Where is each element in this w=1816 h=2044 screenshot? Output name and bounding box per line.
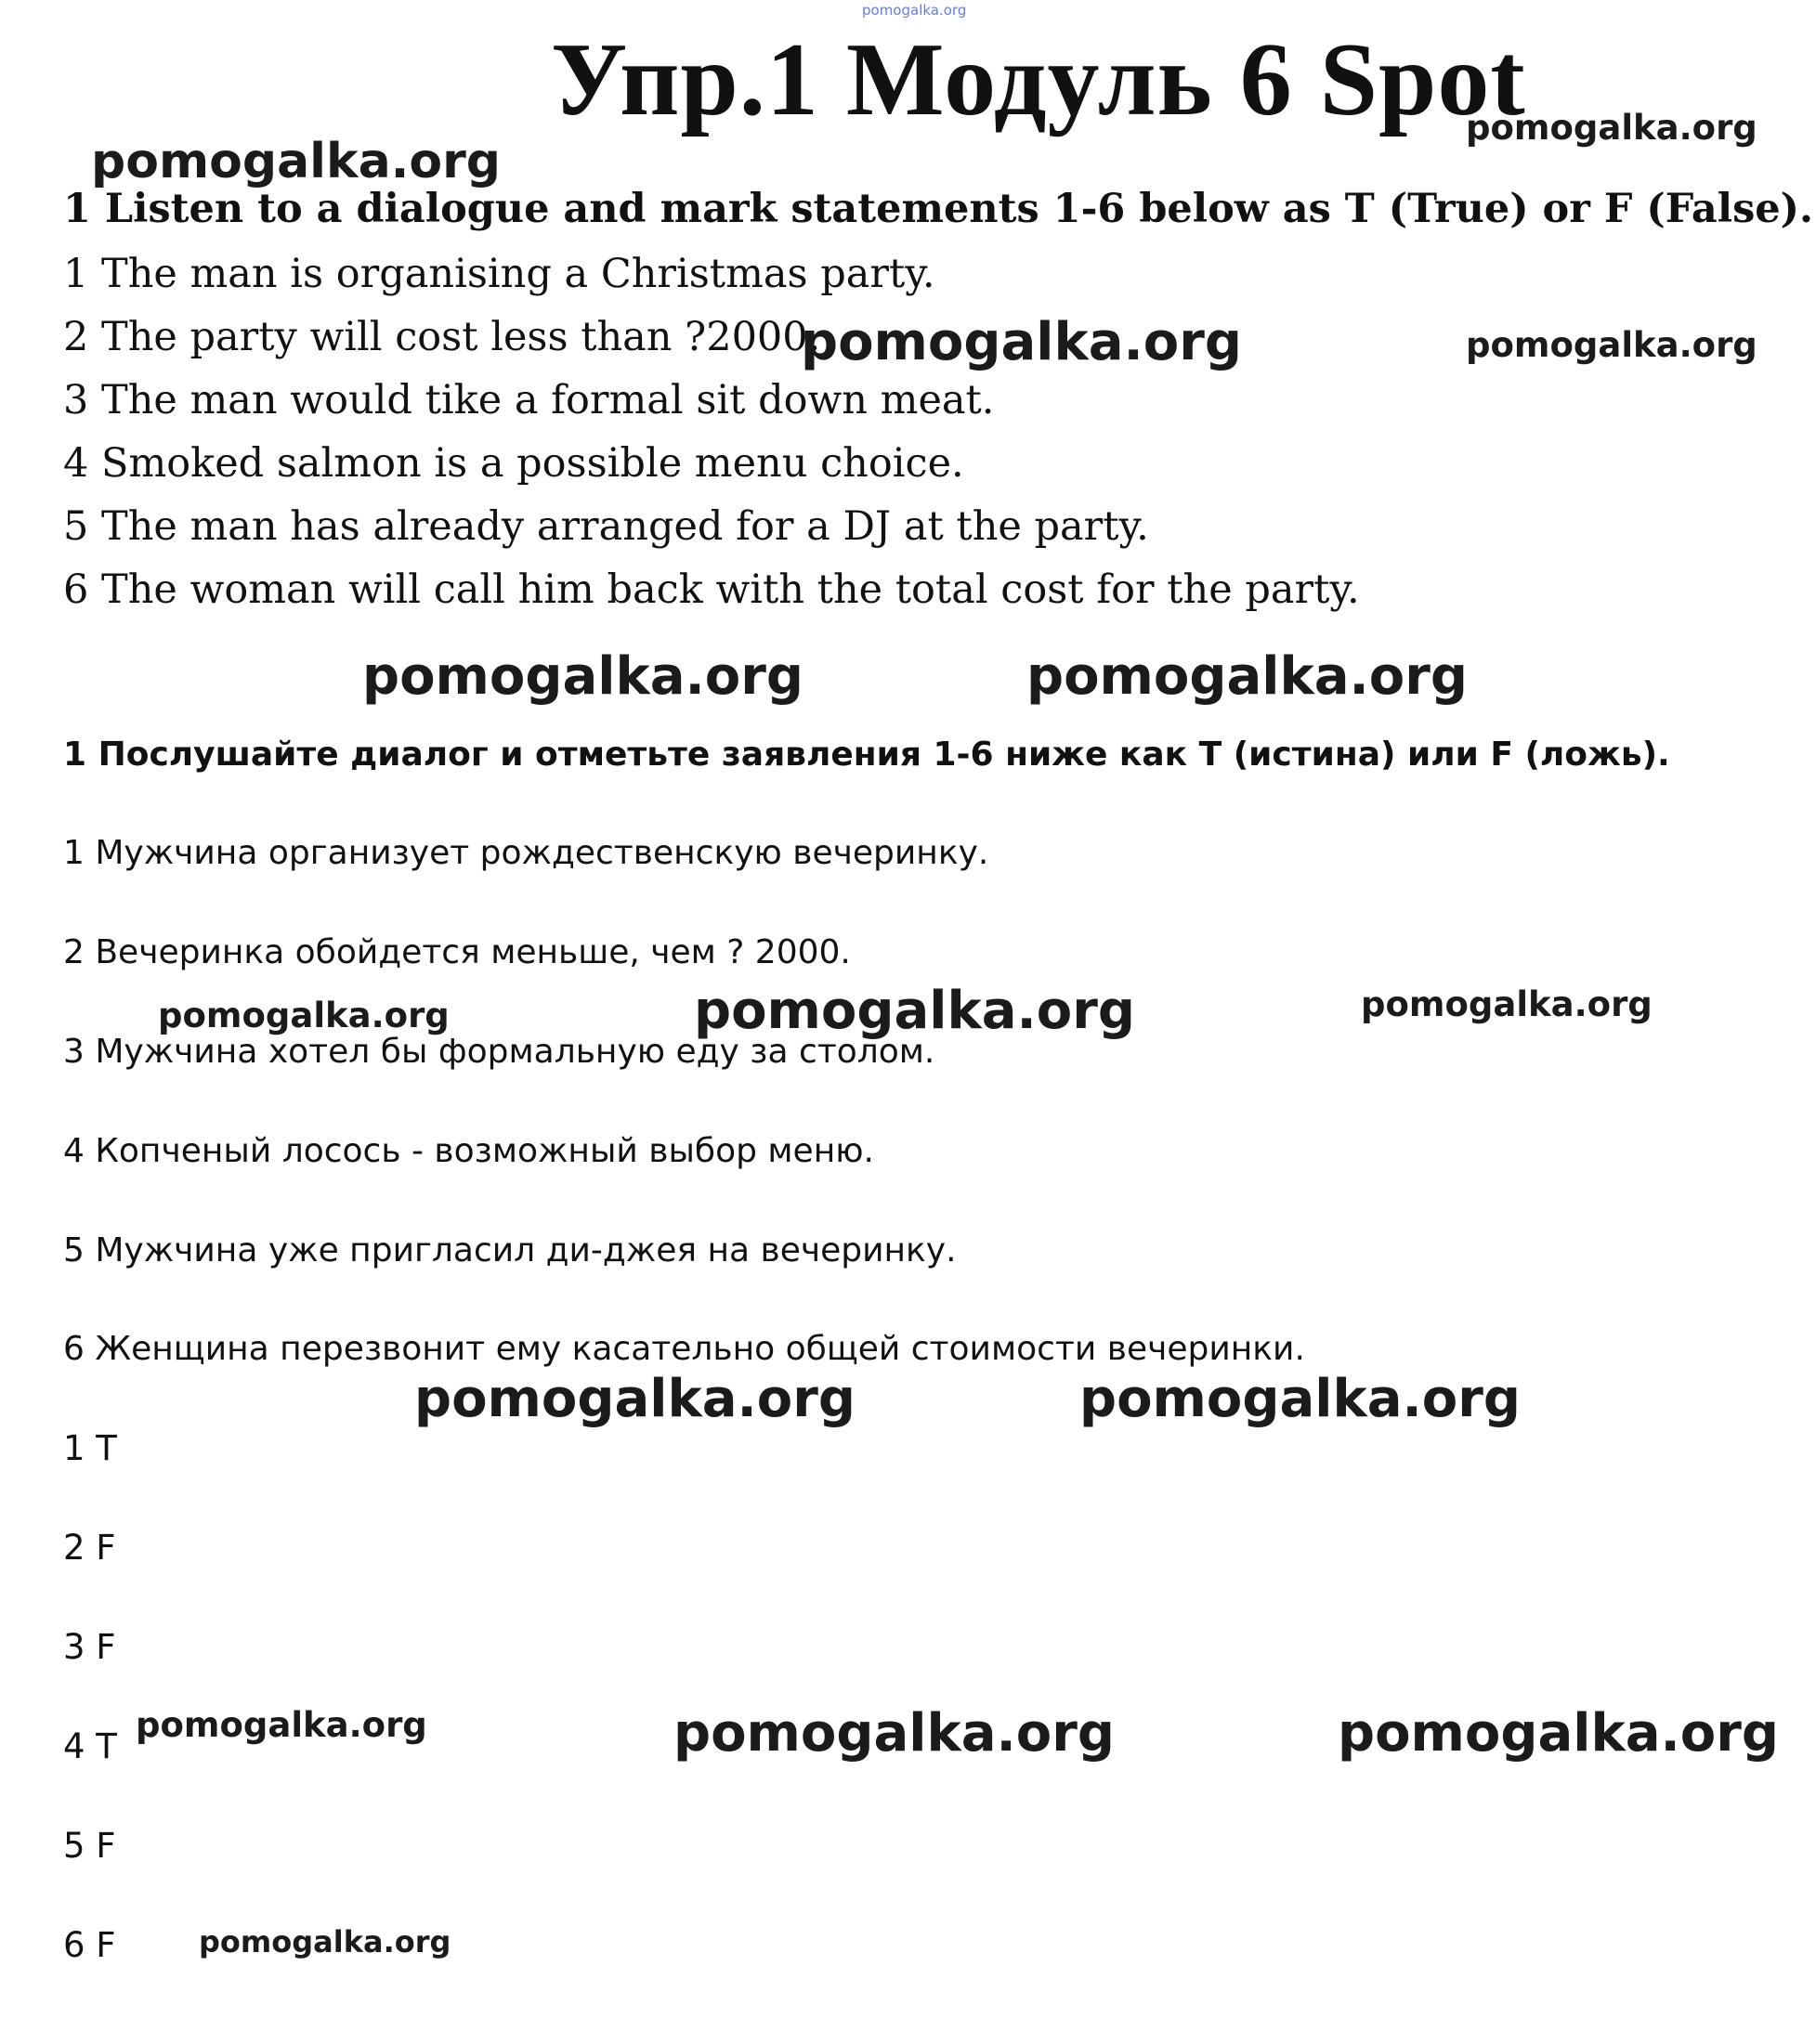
english-instruction: 1 Listen to a dialogue and mark statements 1-6 below as T (True) or F (False).: [63, 186, 1813, 232]
watermark: pomogalka.org: [1466, 108, 1757, 148]
watermark: pomogalka.org: [136, 1705, 427, 1745]
russian-statement-5: 5 Мужчина уже пригласил ди-джея на вечеринку.: [63, 1231, 957, 1269]
english-statement-2: 2 The party will cost less than ?2000.: [63, 314, 821, 360]
watermark: pomogalka.org: [801, 312, 1242, 372]
russian-statement-4: 4 Копченый лосось - возможный выбор меню.: [63, 1132, 874, 1170]
english-statement-6: 6 The woman will call him back with the total cost for the party.: [63, 566, 1360, 613]
answer-3: 3 F: [63, 1627, 116, 1667]
watermark: pomogalka.org: [414, 1369, 856, 1429]
watermark: pomogalka.org: [362, 646, 803, 707]
watermark: pomogalka.org: [673, 1703, 1115, 1764]
watermark: pomogalka.org: [91, 134, 502, 189]
watermark: pomogalka.org: [1338, 1703, 1779, 1764]
russian-instruction: 1 Послушайте диалог и отметьте заявления 1-6 ниже как T (истина) или F (ложь).: [63, 736, 1670, 774]
watermark: pomogalka.org: [199, 1924, 451, 1959]
watermark: pomogalka.org: [1466, 325, 1757, 365]
russian-statement-1: 1 Мужчина организует рождественскую вечеринку.: [63, 834, 989, 872]
answer-6: 6 F: [63, 1925, 116, 1965]
answer-2: 2 F: [63, 1528, 116, 1568]
english-statement-4: 4 Smoked salmon is a possible menu choice.: [63, 440, 964, 487]
answer-4: 4 T: [63, 1726, 117, 1766]
russian-statement-2: 2 Вечеринка обойдется меньше, чем ? 2000.: [63, 933, 851, 971]
top-watermark: pomogalka.org: [862, 2, 967, 19]
answer-1: 1 T: [63, 1428, 117, 1468]
watermark: pomogalka.org: [158, 996, 450, 1035]
watermark: pomogalka.org: [1361, 984, 1653, 1024]
english-statement-1: 1 The man is organising a Christmas party.: [63, 251, 935, 297]
watermark: pomogalka.org: [694, 981, 1135, 1041]
page-title: Упр.1 Модуль 6 Spot: [551, 22, 1526, 137]
english-statement-5: 5 The man has already arranged for a DJ at the party.: [63, 503, 1149, 550]
russian-statement-6: 6 Женщина перезвонит ему касательно общей стоимости вечеринки.: [63, 1330, 1305, 1368]
english-statement-3: 3 The man would tike a formal sit down meat.: [63, 377, 995, 423]
watermark: pomogalka.org: [1079, 1369, 1521, 1429]
russian-statement-3: 3 Мужчина хотел бы формальную еду за столом.: [63, 1033, 935, 1071]
watermark: pomogalka.org: [1026, 646, 1468, 707]
answer-5: 5 F: [63, 1826, 116, 1866]
